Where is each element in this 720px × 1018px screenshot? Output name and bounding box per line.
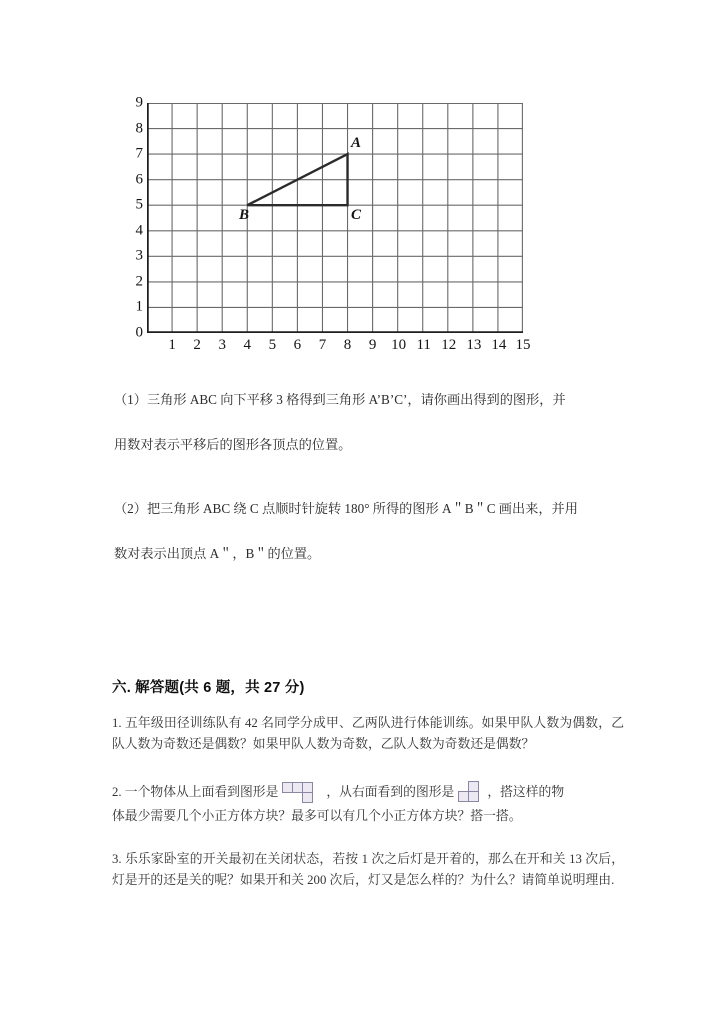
question-part2-line2: 数对表示出顶点 A＂，B＂的位置。 [114,546,321,561]
x-tick-5: 5 [268,337,277,353]
question-part2-line1: （2）把三角形 ABC 绕 C 点顺时针旋转 180° 所得的图形 A＂B＂C 画出来，并用 [114,501,578,516]
y-tick-3: 3 [135,247,143,264]
x-tick-15: 15 [515,337,531,353]
x-axis-labels [147,337,531,359]
y-tick-9: 9 [135,94,143,111]
x-tick-12: 12 [441,337,457,353]
vertex-label-c: C [351,207,362,223]
x-tick-14: 14 [491,337,507,353]
answer-question-3: 3. 乐乐家卧室的开关最初在关闭状态，若按 1 次之后灯是开着的，那么在开和关 13 次后，灯是开的还是关的呢？如果开和关 200 次后，灯又是怎么样的？为什么？请简单说明理由. [112,852,624,887]
x-tick-13: 13 [466,337,482,353]
q2-text-segment-1: 2. 一个物体从上面看到图形是 [112,784,279,799]
answer-question-1: 1. 五年级田径训练队有 42 名同学分成甲、乙两队进行体能训练。如果甲队人数为偶数，乙队人数为奇数还是偶数？如果甲队人数为奇数，乙队人数为奇数还是偶数？ [112,716,624,751]
y-tick-0: 0 [135,324,143,341]
shape-cell [468,791,479,802]
coordinate-grid-figure [0,88,720,358]
y-tick-7: 7 [135,145,143,162]
vertical-gridlines [147,103,522,333]
y-axis-labels [119,94,143,341]
top-view-shape [282,780,322,804]
x-tick-7: 7 [318,337,327,353]
x-tick-10: 10 [391,337,407,353]
y-tick-8: 8 [135,120,143,137]
x-tick-8: 8 [343,337,352,353]
question-part1-line1: （1）三角形 ABC 向下平移 3 格得到三角形 A’B’C’，请你画出得到的图形，并 [114,392,566,407]
x-tick-3: 3 [218,337,226,353]
answer-question-2-line2: 体最少需要几个小正方体方块？最多可以有几个小正方体方块？搭一搭。 [112,809,522,823]
right-view-shape [458,780,483,804]
q2-text-segment-2: ，从右面看到的图形是 [326,784,455,799]
q2-text-segment-3: ，搭这样的物 [487,784,565,799]
y-tick-2: 2 [135,273,143,290]
y-tick-5: 5 [135,196,143,213]
question-part1-line2: 用数对表示平移后的图形各顶点的位置。 [114,437,352,452]
x-tick-2: 2 [193,337,201,353]
x-tick-6: 6 [293,337,302,353]
vertex-label-b: B [239,207,250,223]
section-heading-six: 六. 解答题(共 6 题，共 27 分) [112,680,305,696]
y-tick-1: 1 [135,298,143,315]
grid-plot-area [147,103,523,333]
horizontal-gridlines [147,104,523,333]
axes [147,103,523,333]
x-tick-11: 11 [416,337,431,353]
grid-svg [147,103,523,333]
vertex-label-a: A [351,135,362,151]
x-tick-1: 1 [168,337,176,353]
answer-question-2-line1 [112,780,632,804]
y-tick-4: 4 [135,222,143,239]
x-tick-4: 4 [243,337,252,353]
y-tick-6: 6 [135,171,143,188]
x-tick-9: 9 [368,337,377,353]
shape-cell [302,792,313,803]
